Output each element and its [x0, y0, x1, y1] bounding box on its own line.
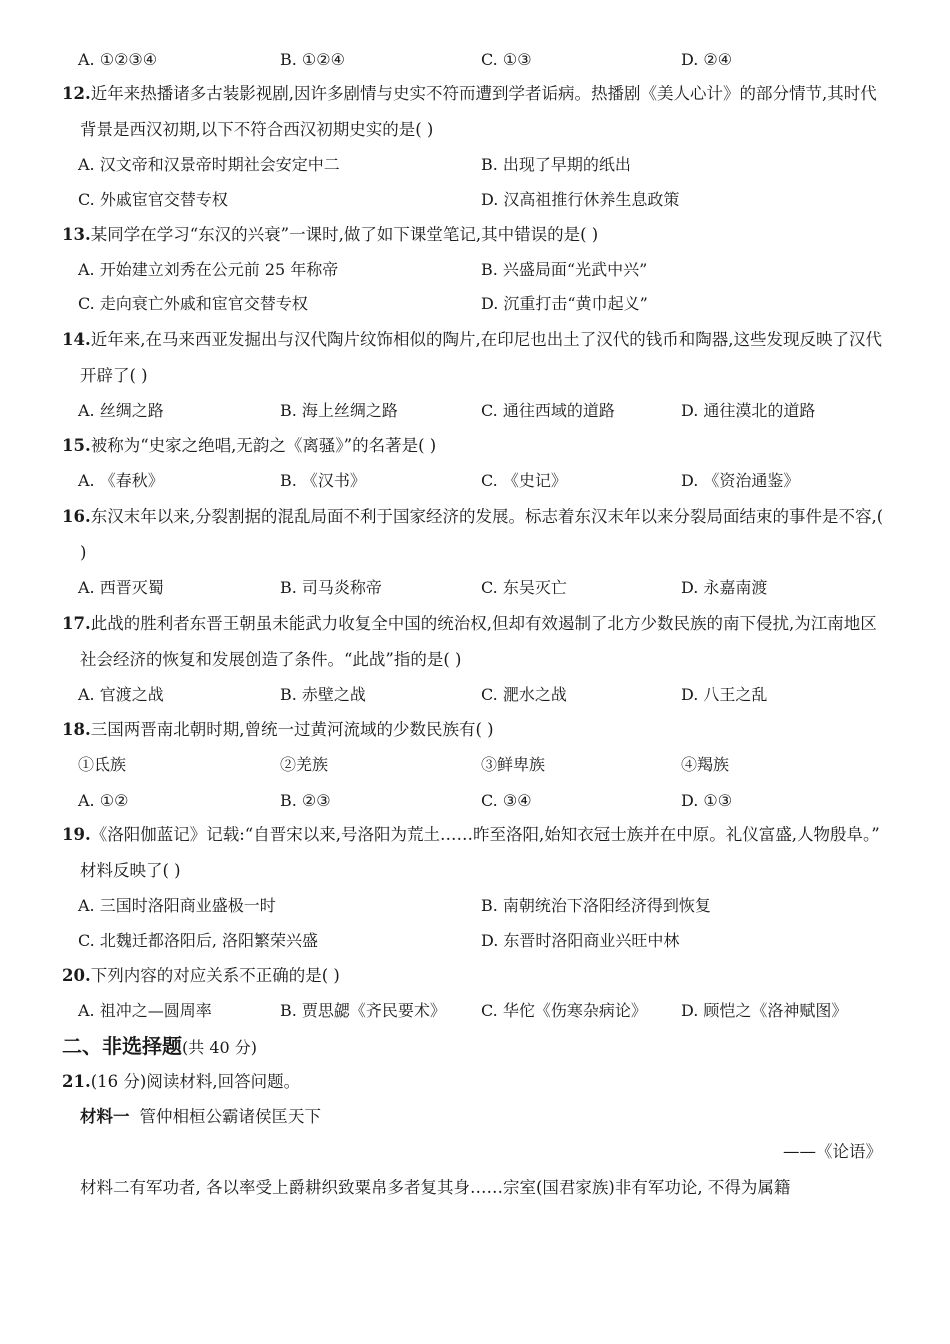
- q19-option-b: B. 南朝统治下洛阳经济得到恢复: [481, 896, 711, 915]
- q15-stem: [62, 434, 436, 458]
- q16-stem-line2: ): [80, 543, 87, 562]
- q21-stem-line1: (16 分)阅读材料,回答问题。: [90, 1072, 301, 1091]
- q17-stem: [62, 612, 877, 636]
- q11-option-d: D. ②④: [681, 50, 733, 69]
- q16-stem: [62, 505, 883, 529]
- q17-number: 17.: [62, 614, 91, 633]
- q20-option-c: C. 华佗《伤寒杂病论》: [481, 1001, 647, 1020]
- q16-option-c: C. 东吴灭亡: [481, 578, 567, 597]
- q17-option-d: D. 八王之乱: [681, 685, 768, 704]
- q19-stem-line1: 《洛阳伽蓝记》记载:“自晋宋以来,号洛阳为荒土……昨至洛阳,始知衣冠士族并在中原。礼仪富盛,人物殷阜。”: [90, 825, 880, 844]
- q21-material-1: [80, 1105, 321, 1129]
- material-2-text: 材料二有军功者, 各以率受上爵耕织致粟帛多者复其身……宗室(国君家族)非有军功论, 不得为属籍: [80, 1178, 791, 1197]
- q19-stem: [62, 823, 880, 847]
- q17-option-c: C. 淝水之战: [481, 685, 567, 704]
- q18-number: 18.: [62, 720, 91, 739]
- q17-option-b: B. 赤壁之战: [280, 685, 366, 704]
- q11-option-c: C. ①③: [481, 50, 532, 69]
- q19-option-c: C. 北魏迁都洛阳后, 洛阳繁荣兴盛: [78, 931, 319, 950]
- q16-option-a: A. 西晋灭蜀: [78, 578, 164, 597]
- q20-option-a: A. 祖冲之—圆周率: [78, 1001, 212, 1020]
- q15-option-b: B. 《汉书》: [280, 471, 366, 490]
- q14-stem: [62, 328, 882, 352]
- q14-option-d: D. 通往漠北的道路: [681, 401, 816, 420]
- q12-stem: [62, 82, 877, 106]
- q16-number: 16.: [62, 507, 91, 526]
- q18-item-4: ④羯族: [681, 755, 730, 774]
- q12-number: 12.: [62, 84, 91, 103]
- q20-option-b: B. 贾思勰《齐民要术》: [280, 1001, 446, 1020]
- q20-number: 20.: [62, 966, 91, 985]
- q20-option-d: D. 顾恺之《洛神赋图》: [681, 1001, 848, 1020]
- q14-stem-line1: 近年来,在马来西亚发掘出与汉代陶片纹饰相似的陶片,在印尼也出土了汉代的钱币和陶器,这些发现反映了汉代: [90, 330, 882, 349]
- q11-option-a: A. ①②③④: [78, 50, 158, 69]
- q14-option-c: C. 通往西域的道路: [481, 401, 615, 420]
- material-1-text: 管仲相桓公霸诸侯匡天下: [139, 1107, 321, 1126]
- q14-number: 14.: [62, 330, 91, 349]
- q13-option-a: A. 开始建立刘秀在公元前 25 年称帝: [78, 260, 339, 279]
- q13-stem-line1: 某同学在学习“东汉的兴衰”一课时,做了如下课堂笔记,其中错误的是( ): [90, 225, 599, 244]
- q18-stem: [62, 718, 494, 742]
- q17-stem-line1: 此战的胜利者东晋王朝虽未能武力收复全中国的统治权,但却有效遏制了北方少数民族的南下侵扰,为江南地区: [90, 614, 877, 633]
- section-heading: [62, 1034, 257, 1060]
- q18-option-d: D. ①③: [681, 791, 733, 810]
- q20-stem: [62, 964, 340, 988]
- section-score: (共 40 分): [182, 1038, 258, 1057]
- q17-option-a: A. 官渡之战: [78, 685, 164, 704]
- q15-option-c: C. 《史记》: [481, 471, 567, 490]
- q19-number: 19.: [62, 825, 91, 844]
- q18-item-2: ②羌族: [280, 755, 329, 774]
- q16-stem-line1: 东汉末年以来,分裂割据的混乱局面不利于国家经济的发展。标志着东汉末年以来分裂局面结束的事件是不容,(: [90, 507, 884, 526]
- q14-stem-line2: 开辟了( ): [80, 366, 148, 385]
- q18-option-a: A. ①②: [78, 791, 129, 810]
- q12-option-c: C. 外戚宦官交替专权: [78, 190, 228, 209]
- q12-stem-line1: 近年来热播诸多古装影视剧,因许多剧情与史实不符而遭到学者诟病。热播剧《美人心计》的部分情节,其时代: [90, 84, 877, 103]
- q18-item-3: ③鲜卑族: [481, 755, 546, 774]
- q18-option-b: B. ②③: [280, 791, 331, 810]
- q13-option-c: C. 走向衰亡外戚和宦官交替专权: [78, 294, 308, 313]
- q17-stem-line2: 社会经济的恢复和发展创造了条件。“此战”指的是( ): [80, 650, 462, 669]
- material-1-label: 材料一: [80, 1107, 130, 1126]
- q15-number: 15.: [62, 436, 91, 455]
- q13-number: 13.: [62, 225, 91, 244]
- q15-option-a: A. 《春秋》: [78, 471, 164, 490]
- q21-stem: [62, 1070, 300, 1094]
- q15-stem-line1: 被称为“史家之绝唱,无韵之《离骚》”的名著是( ): [90, 436, 437, 455]
- q13-stem: [62, 223, 598, 247]
- section-title: 二、非选择题: [62, 1034, 182, 1058]
- q20-stem-line1: 下列内容的对应关系不正确的是( ): [90, 966, 340, 985]
- q14-option-b: B. 海上丝绸之路: [280, 401, 398, 420]
- q12-option-a: A. 汉文帝和汉景帝时期社会安定中二: [78, 155, 340, 174]
- q19-stem-line2: 材料反映了( ): [80, 861, 181, 880]
- q16-option-d: D. 永嘉南渡: [681, 578, 768, 597]
- q12-option-d: D. 汉高祖推行休养生息政策: [481, 190, 680, 209]
- q16-option-b: B. 司马炎称帝: [280, 578, 382, 597]
- q11-option-b: B. ①②④: [280, 50, 345, 69]
- q15-option-d: D. 《资治通鉴》: [681, 471, 800, 490]
- q21-number: 21.: [62, 1072, 91, 1091]
- q18-item-1: ①氐族: [78, 755, 127, 774]
- q14-option-a: A. 丝绸之路: [78, 401, 164, 420]
- q19-option-d: D. 东晋时洛阳商业兴旺中林: [481, 931, 680, 950]
- q13-option-d: D. 沉重打击“黄巾起义”: [481, 294, 648, 313]
- q13-option-b: B. 兴盛局面“光武中兴”: [481, 260, 648, 279]
- q12-stem-line2: 背景是西汉初期,以下不符合西汉初期史实的是( ): [80, 120, 434, 139]
- q18-option-c: C. ③④: [481, 791, 532, 810]
- q12-option-b: B. 出现了早期的纸出: [481, 155, 631, 174]
- q19-option-a: A. 三国时洛阳商业盛极一时: [78, 896, 276, 915]
- material-1-source: ——《论语》: [783, 1142, 882, 1161]
- q18-stem-line1: 三国两晋南北朝时期,曾统一过黄河流域的少数民族有( ): [90, 720, 494, 739]
